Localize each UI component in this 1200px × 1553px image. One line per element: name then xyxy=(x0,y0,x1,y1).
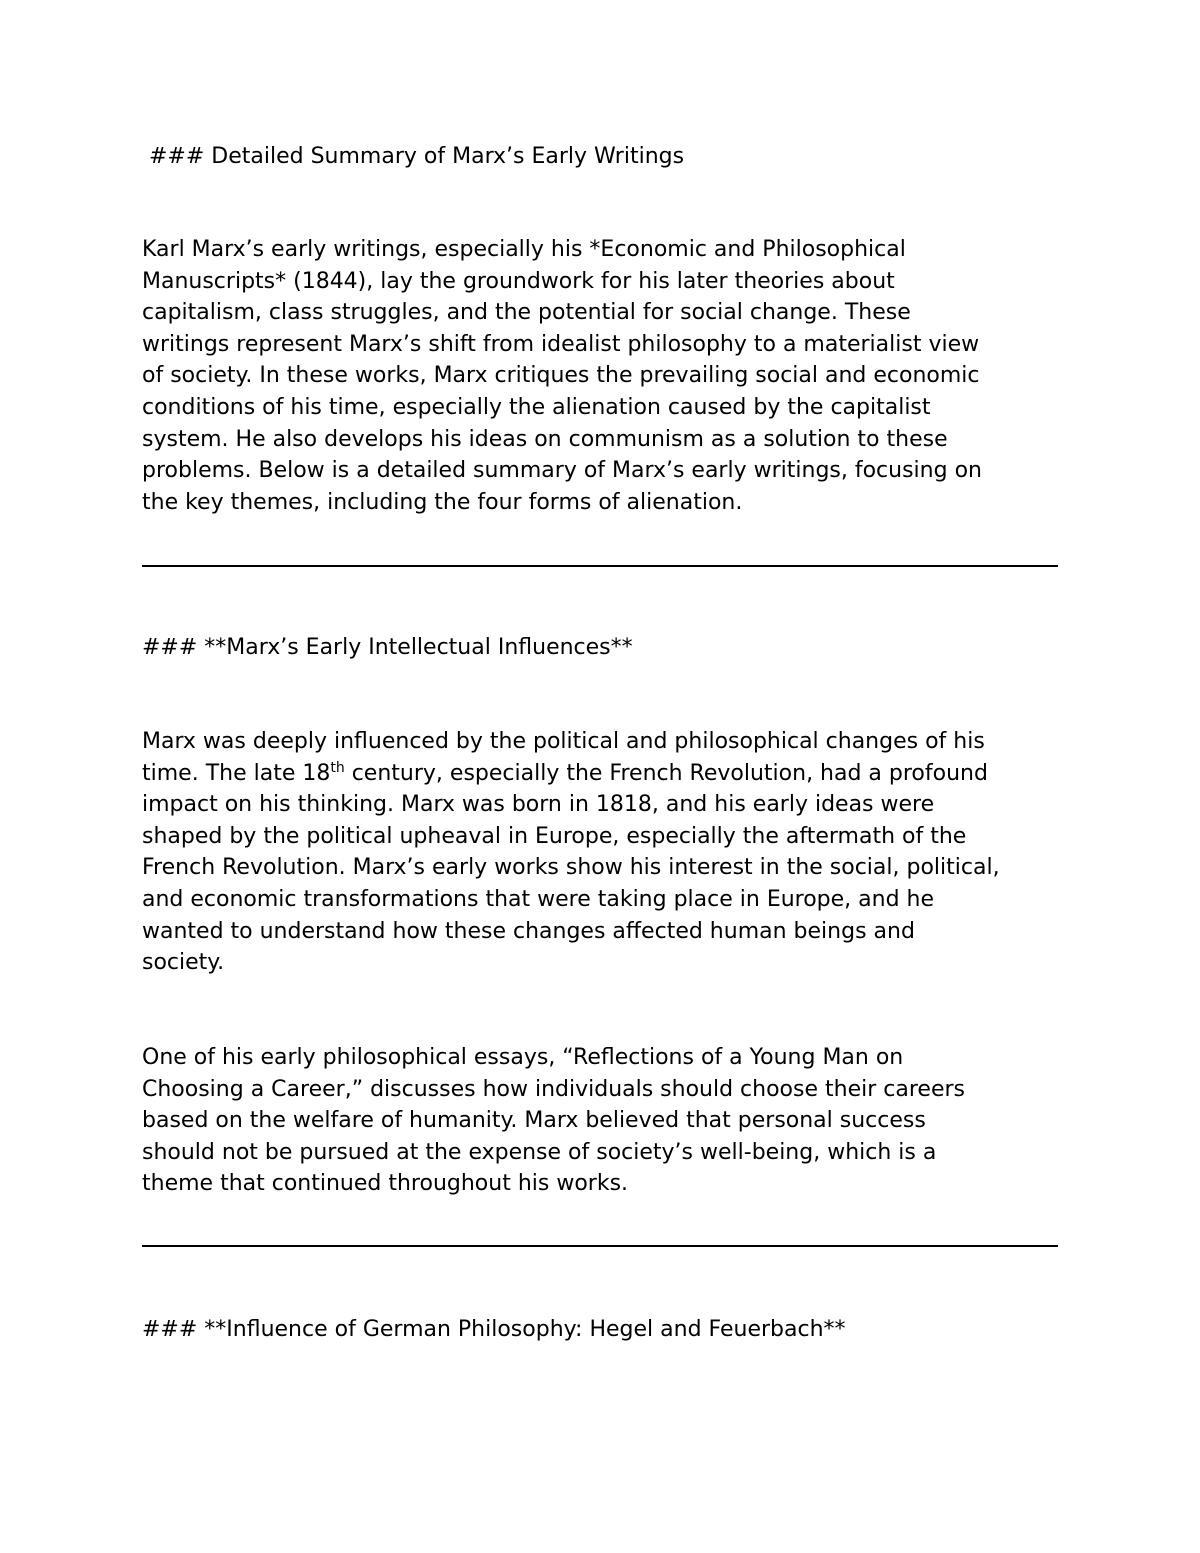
section-heading-german-philosophy: ### **Influence of German Philosophy: Hegel and Feuerbach** xyxy=(142,1317,846,1342)
text-line: and economic transformations that were taking place in Europe, and he xyxy=(142,886,935,912)
text-line: shaped by the political upheaval in Europe, especially the aftermath of the xyxy=(142,823,967,849)
text-fragment: century, especially the French Revolution, had a profound xyxy=(344,760,988,786)
text-line: should not be pursued at the expense of society’s well-being, which is a xyxy=(142,1139,937,1165)
text-line: society. xyxy=(142,950,225,976)
text-line: Karl Marx’s early writings, especially his *Economic and Philosophical xyxy=(142,237,906,262)
text-line: impact on his thinking. Marx was born in 1818, and his early ideas were xyxy=(142,792,935,818)
section-heading-summary: ### Detailed Summary of Marx’s Early Writings xyxy=(149,144,685,169)
section-heading-influences: ### **Marx’s Early Intellectual Influences** xyxy=(142,635,633,660)
horizontal-divider xyxy=(142,1245,1058,1247)
paragraph-career-essay xyxy=(142,1042,1062,1200)
text-line: the key themes, including the four forms of alienation. xyxy=(142,489,743,515)
text-line: Marx was deeply influenced by the political and philosophical changes of his xyxy=(142,729,985,754)
text-line: Manuscripts* (1844), lay the groundwork for his later theories about xyxy=(142,268,895,294)
text-line: problems. Below is a detailed summary of Marx’s early writings, focusing on xyxy=(142,458,982,484)
text-line: Choosing a Career,” discusses how individuals should choose their careers xyxy=(142,1076,965,1102)
text-line: One of his early philosophical essays, “Reflections of a Young Man on xyxy=(142,1045,904,1070)
text-line: wanted to understand how these changes affected human beings and xyxy=(142,918,915,944)
text-line: capitalism, class struggles, and the potential for social change. These xyxy=(142,300,911,326)
text-line: system. He also develops his ideas on communism as a solution to these xyxy=(142,426,948,452)
superscript: th xyxy=(330,759,345,776)
text-line xyxy=(142,758,1062,790)
text-line: writings represent Marx’s shift from idealist philosophy to a materialist view xyxy=(142,331,980,357)
text-line: French Revolution. Marx’s early works show his interest in the social, political, xyxy=(142,855,1000,881)
paragraph-influences xyxy=(142,726,1062,979)
text-line: of society. In these works, Marx critiques the prevailing social and economic xyxy=(142,363,980,389)
paragraph-intro xyxy=(142,234,1062,518)
text-line: based on the welfare of humanity. Marx believed that personal success xyxy=(142,1108,926,1134)
text-line: theme that continued throughout his works. xyxy=(142,1171,629,1197)
text-fragment: time. The late 18 xyxy=(142,760,331,786)
text-line: conditions of his time, especially the alienation caused by the capitalist xyxy=(142,394,931,420)
horizontal-divider xyxy=(142,565,1058,567)
